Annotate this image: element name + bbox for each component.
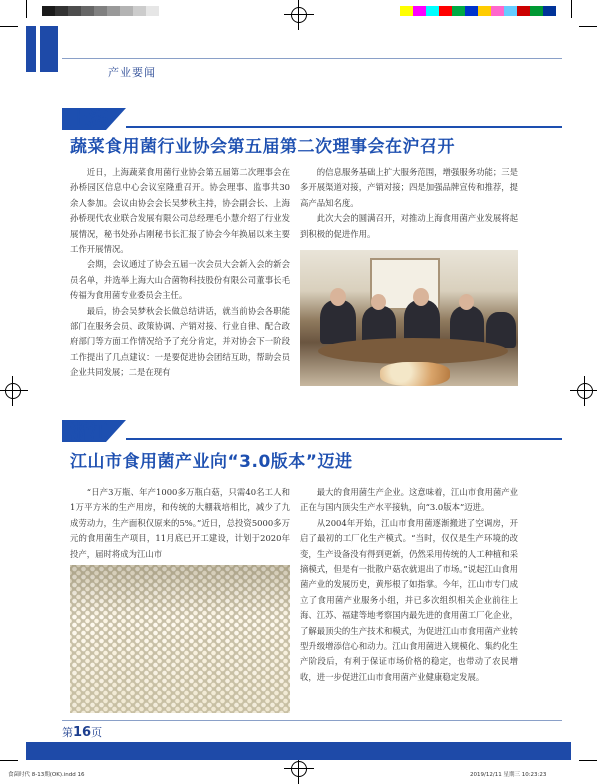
article-column	[300, 165, 518, 242]
article-column	[70, 165, 290, 381]
banner-rule	[126, 126, 562, 128]
calibration-swatch	[133, 6, 146, 16]
crop-mark	[0, 760, 18, 761]
header-decoration	[26, 26, 58, 72]
article-region: 浙江	[70, 421, 109, 443]
calibration-swatch	[146, 6, 159, 16]
article-column	[70, 485, 290, 562]
paragraph: 会期，会议通过了协会五届一次会员大会新入会的新会员名单，并选举上海大山合菌物科技股份有限公司董事长毛传福为食用菌专业委员会主任。	[70, 259, 290, 301]
color-calibration-strip	[400, 6, 556, 16]
mushroom-photo	[70, 565, 290, 713]
footer-rule	[62, 720, 562, 721]
grayscale-calibration-strip	[42, 6, 159, 16]
paragraph: 最大的食用菌生产企业。这意味着，江山市食用菌产业正在与国内顶尖生产水平接轨，向“3.0版本”迈进。	[300, 487, 518, 513]
calibration-swatch	[81, 6, 94, 16]
page-suffix: 页	[91, 726, 103, 739]
calibration-swatch	[400, 6, 413, 16]
calibration-swatch	[68, 6, 81, 16]
banner-rule	[126, 438, 562, 440]
header-rule	[62, 58, 562, 59]
calibration-swatch	[413, 6, 426, 16]
crop-mark	[571, 0, 572, 18]
calibration-swatch	[543, 6, 556, 16]
crop-mark	[0, 26, 18, 27]
registration-mark-left	[2, 380, 24, 402]
page-number-value: 16	[73, 725, 92, 740]
footer-bar	[26, 742, 571, 760]
calibration-swatch	[55, 6, 68, 16]
crop-mark	[579, 760, 597, 761]
calibration-swatch	[120, 6, 133, 16]
page-prefix: 第	[62, 726, 73, 739]
calibration-swatch	[491, 6, 504, 16]
paragraph: 最后，协会吴梦秋会长做总结讲话，就当前协会各职能部门在服务会员、政策协调、产销对接、行业自律、配合政府部门等方面工作情况给予了充分肯定，并对协会下一阶段工作提出了几点建议：一是要促进协会团结互助，帮助会员企业共同发展；二是在现有	[70, 305, 290, 378]
paragraph: 的信息服务基础上扩大服务范围，增强服务功能；三是多开展渠道对接，产销对接；四是加强品牌宣传和推荐，提高产品知名度。	[300, 167, 518, 208]
calibration-swatch	[94, 6, 107, 16]
page-number	[62, 724, 102, 740]
calibration-swatch	[107, 6, 120, 16]
registration-mark-bottom	[288, 758, 310, 780]
paragraph: “日产3万瓶、年产1000多万瓶白菇，只需40名工人和1万平方米的生产用房，和传统的大棚栽培相比，减少了九成劳动力，生产面积仅原来的5%。”近日，总投资5000多万元的食用菌生产项目，11月底已开工建设，计划于2020年投产，届时将成为江山市	[70, 487, 290, 559]
calibration-swatch	[42, 6, 55, 16]
calibration-swatch	[517, 6, 530, 16]
article-region: 上海	[70, 108, 109, 130]
meeting-photo	[300, 250, 518, 386]
article-headline: 江山市食用菌产业向“3.0版本”迈进	[70, 452, 353, 472]
calibration-swatch	[530, 6, 543, 16]
article-column	[300, 485, 518, 685]
paragraph: 此次大会的圆满召开，对推动上海食用菌产业发展将起到积极的促进作用。	[300, 213, 518, 239]
print-slug-file: 食菌时代 8-13期(OK).indd 16	[8, 772, 85, 778]
calibration-swatch	[452, 6, 465, 16]
crop-mark	[26, 0, 27, 18]
registration-mark-right	[574, 380, 596, 402]
article-headline: 蔬菜食用菌行业协会第五届第二次理事会在沪召开	[70, 137, 455, 157]
paragraph: 从2004年开始，江山市食用菌逐渐搬进了空调房，开启了最初的工厂化生产模式。“当时，仅仅是生产环境的改变，生产设备没有得到更新，仍然采用传统的人工种植和采摘模式，但是有一批散户菇农就退出了市场。”说起江山食用菌产业的发展历史，黄彤根了如指掌。今年，江山市专门成立了食用菌产业服务小组，并已多次组织相关企业前往上海、江苏、福建等地考察国内最先进的食用菌工厂化企业，了解最顶尖的生产技术和模式，为促进江山市食用菌产业转型升级增添信心和动力。江山食用菌进入规模化、集约化生产阶段后，有利于保证市场价格的稳定，也带动了农民增收，进一步促进江山市食用菌产业健康稳定发展。	[300, 517, 518, 682]
calibration-swatch	[478, 6, 491, 16]
registration-mark-top	[288, 4, 310, 26]
paragraph: 近日，上海蔬菜食用菌行业协会第五届第二次理事会在孙桥园区信息中心会议室隆重召开。协会理事、监事共30余人参加。会议由协会会长吴梦秋主持，协会副会长、上海孙桥现代农业联合发展有限公司总经理毛小慧介绍了行业发展情况，秘书处孙占刚秘书长汇报了协会今年换届以来主要工作开展情况。	[70, 167, 290, 255]
calibration-swatch	[504, 6, 517, 16]
section-label: 产业要闻	[108, 66, 156, 79]
calibration-swatch	[439, 6, 452, 16]
calibration-swatch	[465, 6, 478, 16]
calibration-swatch	[426, 6, 439, 16]
crop-mark	[579, 26, 597, 27]
print-slug-date: 2019/12/11 星期三 10:23:23	[470, 772, 547, 778]
